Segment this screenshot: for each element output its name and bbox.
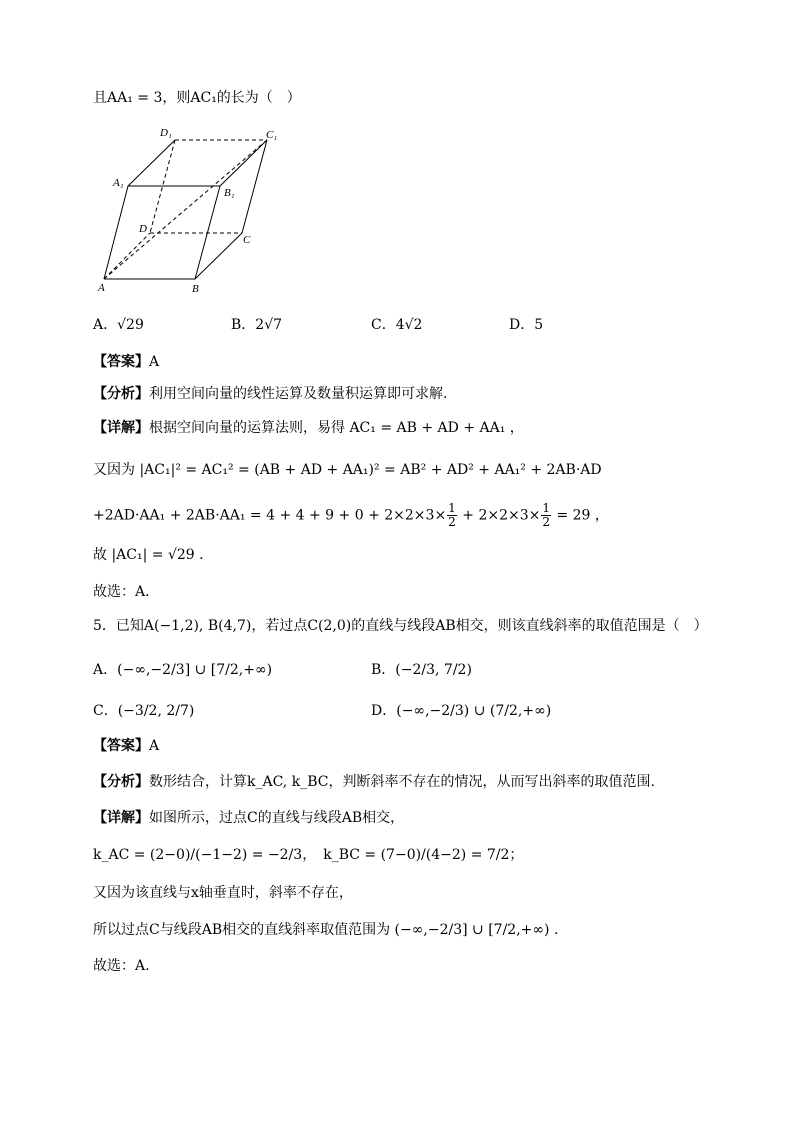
detail-text: 根据空间向量的运算法则，易得 AC₁ = AB + AD + AA₁ ， [149,420,524,436]
q4-select: 故选：A． [93,584,160,600]
option-letter: D． [509,317,535,333]
option-value: 4√2 [395,317,423,333]
q4-intro: 且AA₁ = 3，则AC₁的长为（ ） [93,90,301,106]
option-value: (−∞,−2/3) ∪ (7/2,+∞) [396,703,552,719]
option-value: (−2/3, 7/2) [395,662,472,678]
option-letter: A． [93,317,118,333]
q4-option-d[interactable] [509,315,543,335]
option-letter: C． [371,317,396,333]
q5-detail-3: 所以过点C与线段AB相交的直线斜率取值范围为 (−∞,−2/3] ∪ [7/2,+∞) . [93,922,559,938]
option-value: (−3/2, 2/7) [117,703,195,719]
analysis-text: 数形结合，计算k_AC, k_BC，判断斜率不存在的情况，从而写出斜率的取值范围. [149,774,655,790]
detail-3-part-a: +2AD·AA₁ + 2AB·AA₁ = 4 + 4 + 9 + 0 + 2×2×3× [93,507,447,524]
q4-analysis [93,384,447,404]
q4-answer [93,352,159,372]
option-letter: B． [371,662,396,678]
option-letter: A． [93,662,118,678]
detail-text: 如图所示，过点C的直线与线段AB相交， [149,810,405,826]
option-letter: B． [231,317,256,333]
q4-option-a[interactable] [93,315,144,335]
fraction-half [447,502,457,529]
analysis-text: 利用空间向量的线性运算及数量积运算即可求解. [149,386,448,402]
fraction-half [541,502,551,529]
label-a1: A₁ [113,177,124,189]
label-a: A [98,282,105,294]
frac-num: 1 [448,501,456,515]
frac-den: 2 [448,515,456,529]
label-d: D [139,223,147,235]
answer-tag: 【答案】 [93,354,149,370]
q5-analysis [93,772,655,792]
q5-option-c[interactable] [93,701,194,721]
q4-detail-2: 又因为 |AC₁|² = AC₁² = (AB + AD + AA₁)² = AB² + AD² + AA₁² + 2AB·AD [93,462,602,478]
label-c1: C₁ [266,129,278,141]
slope-bc: k_BC = (7−0)/(4−2) = 7/2； [323,847,524,863]
q5-option-d[interactable] [371,701,551,721]
option-value: (−∞,−2/3] ∪ [7/2,+∞) [117,662,273,678]
q4-option-b[interactable] [231,315,282,335]
option-value: √29 [117,317,144,333]
q5-select: 故选：A. [93,958,150,974]
label-b1: B₁ [224,187,235,199]
q5-option-a[interactable] [93,660,272,680]
slope-ac: k_AC = (2−0)/(−1−2) = −2/3， [93,847,310,863]
q5-answer [93,736,159,756]
detail-tag: 【详解】 [93,420,149,436]
detail-tag: 【详解】 [93,810,149,826]
detail-3-part-c: = 29 ， [552,507,609,524]
detail-3-part-b: + 2×2×3× [457,507,541,524]
answer-value: A [149,738,160,754]
q4-detail-4: 故 |AC₁| = √29 . [93,547,204,563]
answer-value: A [149,354,160,370]
q5-stem: 5．已知A(−1,2), B(4,7)，若过点C(2,0)的直线与线段AB相交，则该直线斜率的取值范围是（ ） [93,618,708,634]
frac-num: 1 [542,501,550,515]
q4-option-c[interactable] [371,315,422,335]
q4-detail-3 [93,502,609,529]
q5-detail-1 [93,808,404,828]
option-value: 2√7 [255,317,283,333]
frac-den: 2 [542,515,550,529]
analysis-tag: 【分析】 [93,774,149,790]
option-letter: C． [93,703,118,719]
q5-option-b[interactable] [371,660,472,680]
option-value: 5 [534,317,544,333]
label-b: B [192,283,199,295]
analysis-tag: 【分析】 [93,386,149,402]
option-letter: D． [371,703,397,719]
q5-detail-2: 又因为该直线与x轴垂直时，斜率不存在， [93,885,353,901]
label-c: C [243,234,251,246]
answer-tag: 【答案】 [93,738,149,754]
q4-detail-1 [93,418,524,438]
parallelepiped-figure [90,120,290,300]
q5-slopes [93,845,523,865]
label-d1: D₁ [160,127,172,139]
